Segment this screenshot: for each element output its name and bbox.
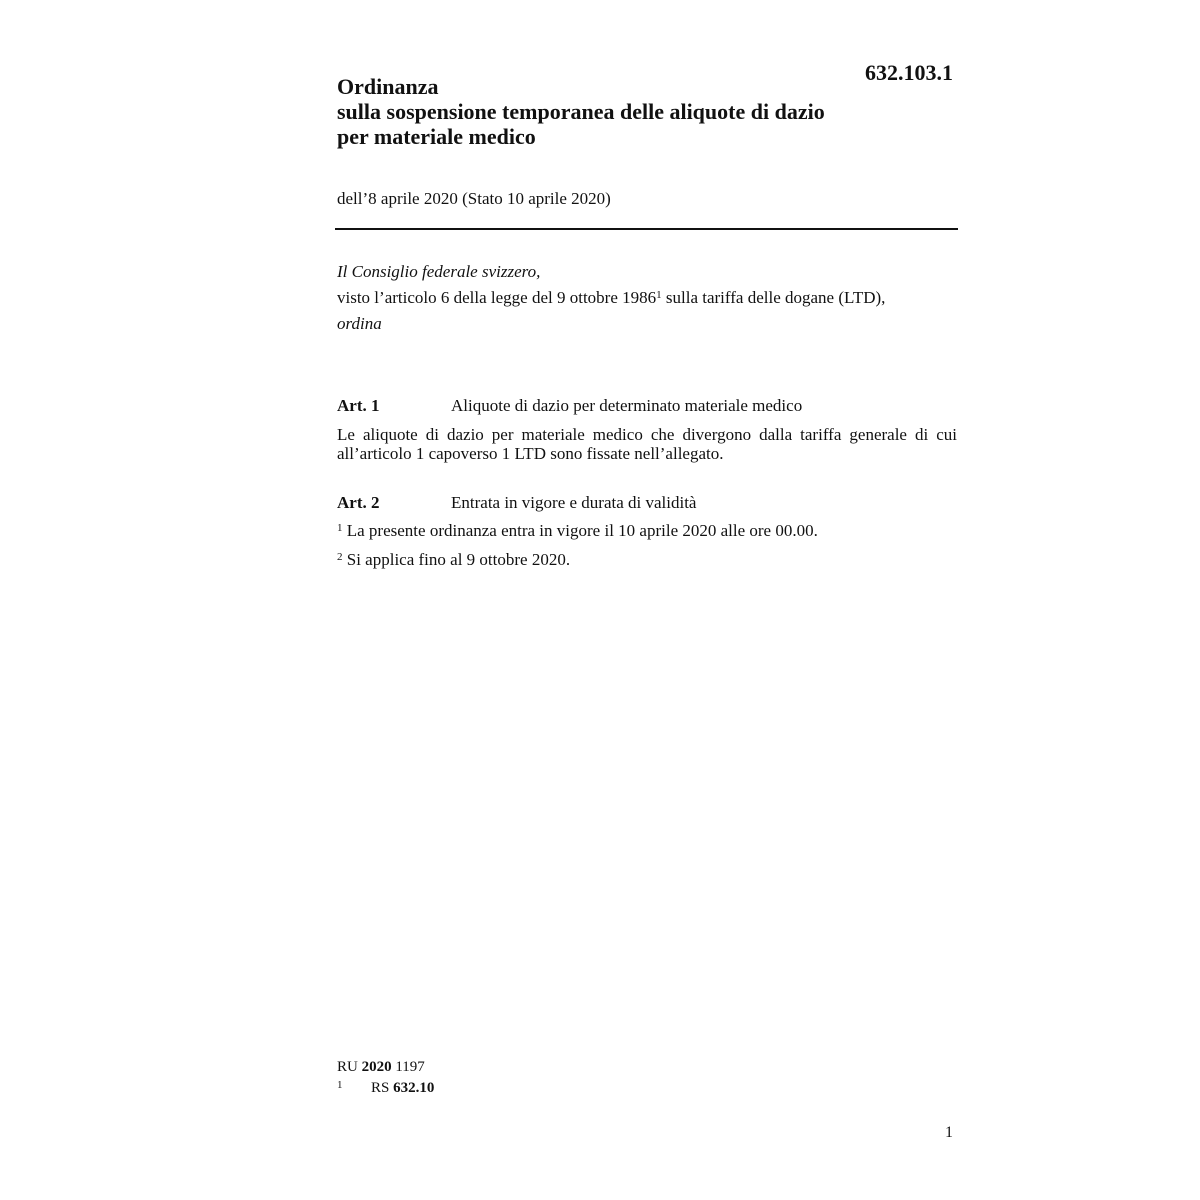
article-2-title: Entrata in vigore e durata di validità bbox=[451, 493, 697, 512]
paragraph-text: Si applica fino al 9 ottobre 2020. bbox=[342, 550, 571, 569]
title-line-2: sulla sospensione temporanea delle aliquote di dazio bbox=[337, 99, 825, 124]
preamble-decree: ordina bbox=[337, 314, 382, 333]
sr-number: 632.103.1 bbox=[865, 60, 953, 85]
ru-year: 2020 bbox=[361, 1059, 392, 1075]
article-1-title: Aliquote di dazio per determinato materiale medico bbox=[451, 396, 803, 415]
article-1-heading bbox=[337, 396, 802, 416]
title-line-1: Ordinanza bbox=[337, 74, 439, 99]
article-2-heading bbox=[337, 493, 696, 513]
preamble-basis bbox=[337, 285, 957, 311]
article-1-text: Le aliquote di dazio per materiale medico che divergono dalla tariffa generale di cui all’articolo 1 capoverso 1 LTD sono fissate nell’allegato. bbox=[337, 425, 957, 463]
title-line-3: per materiale medico bbox=[337, 124, 536, 149]
date-line: dell’8 aprile 2020 (Stato 10 aprile 2020) bbox=[337, 189, 611, 208]
rs-prefix: RS bbox=[371, 1080, 394, 1096]
preamble-basis-text-end: sulla tariffa delle dogane (LTD), bbox=[661, 288, 886, 307]
article-2-paragraph-1 bbox=[337, 521, 957, 540]
article-2-paragraph-2 bbox=[337, 550, 957, 569]
paragraph-mark: 1 bbox=[337, 522, 343, 534]
preamble bbox=[337, 259, 957, 337]
rs-link[interactable]: 632.10 bbox=[393, 1080, 435, 1096]
footnote-ref[interactable]: 1 bbox=[656, 289, 662, 301]
ru-prefix: RU bbox=[337, 1059, 362, 1075]
preamble-basis-text: visto l’articolo 6 della legge del 9 ottobre 1986 bbox=[337, 288, 657, 307]
paragraph-text: La presente ordinanza entra in vigore il 10 aprile 2020 alle ore 00.00. bbox=[342, 521, 818, 540]
ru-page: 1197 bbox=[391, 1059, 425, 1075]
page-number: 1 bbox=[945, 1124, 953, 1141]
header-divider bbox=[335, 228, 958, 230]
paragraph-mark: 2 bbox=[337, 551, 343, 563]
article-2-number: Art. 2 bbox=[337, 493, 380, 512]
page-title bbox=[337, 74, 957, 149]
preamble-authority: Il Consiglio federale svizzero, bbox=[337, 262, 541, 281]
footnote-1: 1 RS 632.10 bbox=[337, 1079, 435, 1096]
article-1-number: Art. 1 bbox=[337, 396, 380, 415]
official-compilation-ref bbox=[337, 1058, 425, 1076]
